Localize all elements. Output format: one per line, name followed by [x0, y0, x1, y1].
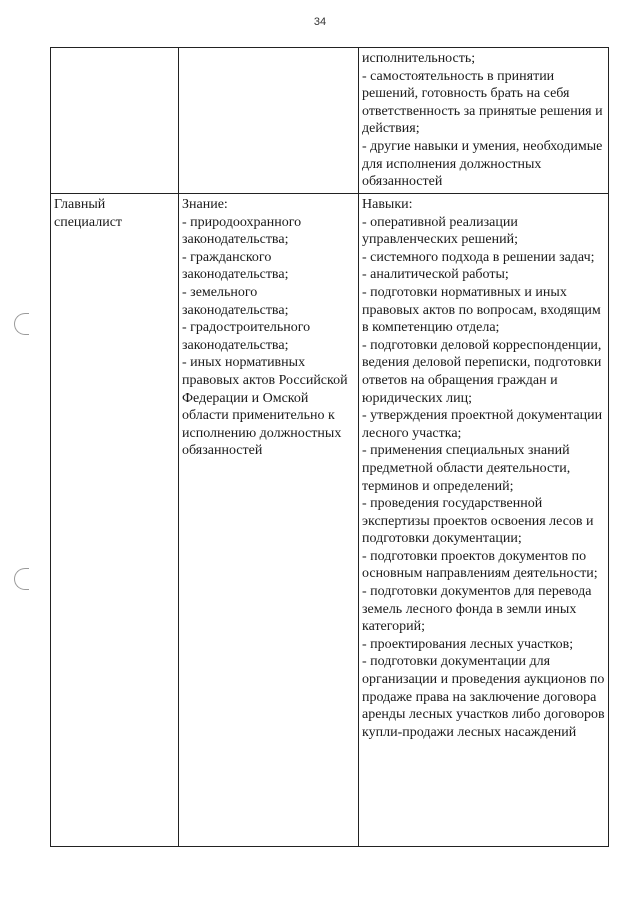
qualification-requirements-table	[50, 47, 609, 847]
skills-cell: Навыки: - оперативной реализации управленческих решений; - системного подхода в решении задач; - аналитической работы; - подготовки нормативных и иных правовых актов по вопросам, входящим в компетенцию отдела; - подготовки деловой корреспонденции, ведения деловой переписки, подготовки ответов на обращения граждан и юридических лиц; - утверждения проектной документации лесного участка; - применения специальных знаний предметной области деятельности, терминов и определений; - проведения государственной экспертизы проектов освоения лесов и подготовки документации; - подготовки проектов документов по основным направлениям деятельности; - подготовки документов для перевода земель лесного фонда в земли иных категорий; - проектирования лесных участков; - подготовки документации для организации и проведения аукционов по продаже права на заключение договора аренды лесных участков либо договоров купли-продажи лесных насаждений	[359, 194, 609, 847]
table-row	[51, 194, 609, 847]
position-cell: Главный специалист	[51, 194, 179, 847]
knowledge-cell: Знание: - природоохранного законодательства; - гражданского законодательства; - земельного законодательства; - градостроительного законодательства; - иных нормативных правовых актов Российской Федерации и Омской области применительно к исполнению должностных обязанностей	[179, 194, 359, 847]
knowledge-cell	[179, 48, 359, 194]
punch-hole-mark	[14, 568, 29, 590]
position-cell	[51, 48, 179, 194]
table-row	[51, 48, 609, 194]
skills-cell: исполнительность; - самостоятельность в принятии решений, готовность брать на себя ответственность за принятые решения и действия; - другие навыки и умения, необходимые для исполнения должностных обязанностей	[359, 48, 609, 194]
punch-hole-mark	[14, 313, 29, 335]
page-number: 34	[313, 16, 327, 28]
